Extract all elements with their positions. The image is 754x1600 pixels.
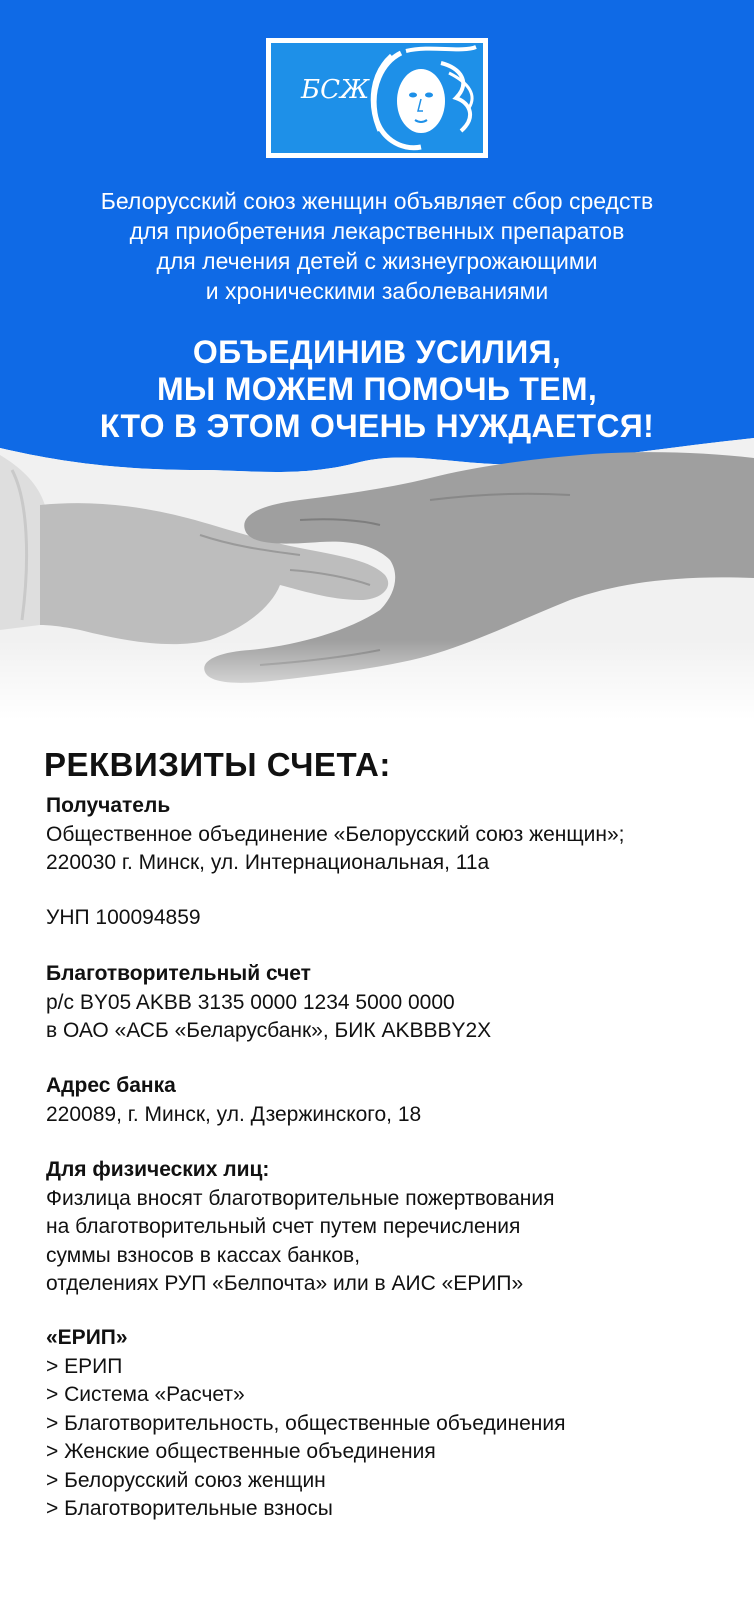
- erip-path-item: > Благотворительность, общественные объединения: [46, 1411, 566, 1435]
- individuals-line: Физлица вносят благотворительные пожертвования: [46, 1186, 555, 1210]
- account-block: [46, 960, 746, 1046]
- account-line: в ОАО «АСБ «Беларусбанк», БИК AKBBBY2X: [46, 1019, 492, 1042]
- account-line: р/с BY05 AKBB 3135 0000 1234 5000 0000: [46, 990, 455, 1014]
- erip-path-item: > ЕРИП: [46, 1354, 123, 1378]
- slogan-line: МЫ МОЖЕМ ПОМОЧЬ ТЕМ,: [156, 371, 598, 407]
- recipient-block: [46, 792, 746, 878]
- bank-address-label: Адрес банка: [46, 1074, 176, 1097]
- individuals-block: [46, 1156, 746, 1299]
- slogan-line: КТО В ЭТОМ ОЧЕНЬ НУЖДАЕТСЯ!: [99, 408, 655, 444]
- account-label: Благотворительный счет: [46, 962, 311, 985]
- slogan-line: ОБЪЕДИНИВ УСИЛИЯ,: [192, 334, 562, 370]
- recipient-label: Получатель: [46, 794, 171, 817]
- hero-banner: [0, 0, 754, 720]
- individuals-line: отделениях РУП «Белпочта» или в АИС «ЕРИП»: [46, 1272, 524, 1295]
- erip-path-item: > Система «Расчет»: [46, 1383, 245, 1406]
- intro-line: Белорусский союз женщин объявляет сбор средств: [100, 188, 654, 214]
- holding-hands-image: [0, 0, 754, 720]
- logo-letters: БСЖ: [301, 75, 370, 105]
- intro-line: для лечения детей с жизнеугрожающими: [156, 248, 598, 274]
- unp-value: УНП 100094859: [46, 906, 201, 929]
- unp-block: [46, 904, 746, 933]
- individuals-line: на благотворительный счет путем перечисления: [46, 1215, 521, 1238]
- bank-address-line: 220089, г. Минск, ул. Дзержинского, 18: [46, 1102, 422, 1126]
- intro-line: и хроническими заболеваниями: [205, 278, 549, 304]
- erip-path-item: > Женские общественные объединения: [46, 1440, 436, 1463]
- erip-path-item: > Белорусский союз женщин: [46, 1468, 326, 1492]
- erip-path-item: > Благотворительные взносы: [46, 1497, 333, 1520]
- details-title: РЕКВИЗИТЫ СЧЕТА:: [44, 746, 391, 783]
- bank-address-block: [46, 1072, 746, 1129]
- individuals-line: суммы взносов в кассах банков,: [46, 1243, 361, 1267]
- erip-label: «ЕРИП»: [46, 1326, 128, 1349]
- intro-line: для приобретения лекарственных препаратов: [129, 218, 625, 244]
- recipient-line: Общественное объединение «Белорусский союз женщин»;: [46, 822, 625, 846]
- erip-block: [46, 1324, 746, 1524]
- individuals-label: Для физических лиц:: [46, 1158, 270, 1181]
- recipient-line: 220030 г. Минск, ул. Интернациональная, 11а: [46, 851, 490, 874]
